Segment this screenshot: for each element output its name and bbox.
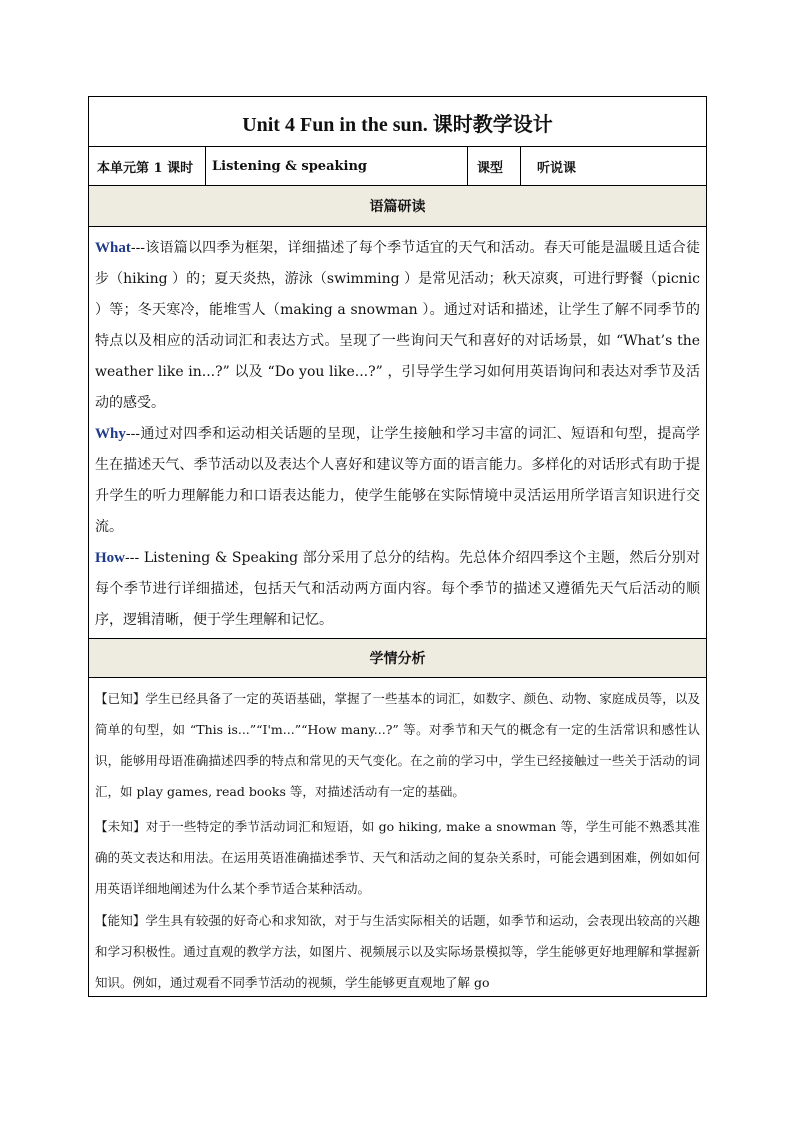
- what-paragraph: [95, 233, 700, 419]
- lesson-type-label: 课型: [477, 160, 504, 176]
- divider: [89, 677, 706, 678]
- section-heading-text-analysis: 语篇研读: [89, 186, 706, 226]
- how-paragraph: [95, 543, 700, 636]
- unknown-paragraph: 【未知】对于一些特定的季节活动词汇和短语，如 go hiking, make a snowman 等，学生可能不熟悉其准确的英文表达和用法。在运用英语准确描述季节、天气和活动之间的复杂关系时，可能会遇到困难，例如如何用英语详细地阐述为什么某个季节适合某种活动。: [95, 819, 700, 896]
- divider: [89, 226, 706, 227]
- how-text: --- Listening & Speaking 部分采用了总分的结构。先总体介绍四季这个主题，然后分别对每个季节进行详细描述，包括天气和活动两方面内容。每个季节的描述又遵循先天气后活动的顺序，逻辑清晰，便于学生理解和记忆。: [95, 550, 700, 628]
- lesson-type-value: 听说课: [537, 160, 577, 176]
- known-paragraph: 【已知】学生已经具备了一定的英语基础，掌握了一些基本的词汇，如数字、颜色、动物、家庭成员等，以及简单的句型，如 “This is...”“I'm...”“How many...?” 等。对季节和天气的概念有一定的生活常识和感性认识，能够用母语准确描述四季的特点和常见的天气变化。在之前的学习中，学生已经接触过一些关于活动的词汇，如 play games, read books 等，对描述活动有一定的基础。: [95, 691, 700, 799]
- how-label: How: [95, 550, 125, 566]
- page-title: Unit 4 Fun in the sun. 课时教学设计: [242, 113, 553, 136]
- lesson-design-table: [88, 96, 707, 997]
- why-label: Why: [95, 426, 126, 442]
- what-label: What: [95, 240, 131, 256]
- why-paragraph: [95, 419, 700, 543]
- section-heading-student-analysis: 学情分析: [89, 639, 706, 677]
- lesson-topic-value: Listening & speaking: [212, 158, 367, 174]
- ability-paragraph: 【能知】学生具有较强的好奇心和求知欲，对于与生活实际相关的话题，如季节和运动，会表现出较高的兴趣和学习积极性。通过直观的教学方法，如图片、视频展示以及实际场景模拟等，学生能够更好地理解和掌握新知识。例如，通过观看不同季节活动的视频，学生能够更直观地了解 go: [95, 913, 700, 990]
- why-text: ---通过对四季和运动相关话题的呈现，让学生接触和学习丰富的词汇、短语和句型，提高学生在描述天气、季节活动以及表达个人喜好和建议等方面的语言能力。多样化的对话形式有助于提升学生的听力理解能力和口语表达能力，使学生能够在实际情境中灵活运用所学语言知识进行交流。: [95, 426, 700, 535]
- lesson-number-label: 本单元第 1 课时: [97, 160, 194, 176]
- what-text: ---该语篇以四季为框架，详细描述了每个季节适宜的天气和活动。春天可能是温暖且适合徒步（hiking ）的；夏天炎热，游泳（swimming ）是常见活动；秋天凉爽，可进行野餐（picnic ）等；冬天寒冷，能堆雪人（making a snowman ）。通过对话和描述，让学生了解不同季节的特点以及相应的活动词汇和表达方式。呈现了一些询问天气和喜好的对话场景，如 “What’s the weather like in...?” 以及 “Do you like...?” ，引导学生学习如何用英语询问和表达对季节及活动的感受。: [95, 240, 700, 411]
